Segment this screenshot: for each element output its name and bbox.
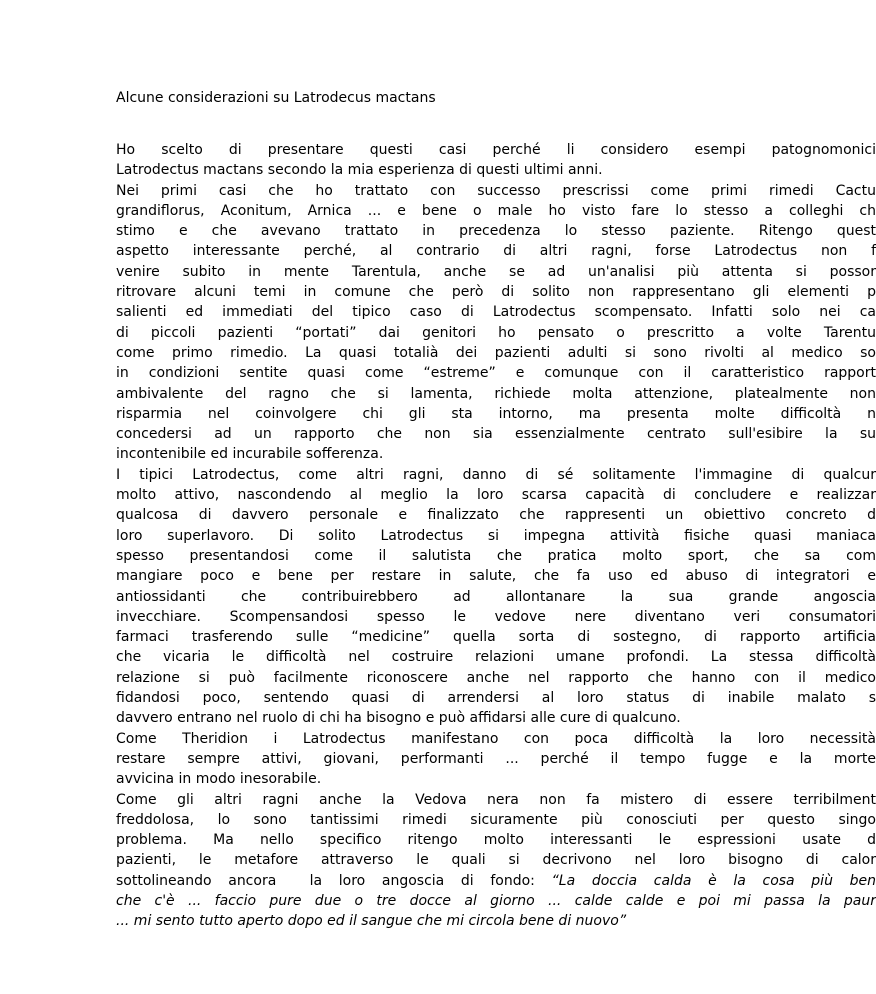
quote-text: “La doccia calda è la cosa più ben [551,872,876,889]
document-title: Alcune considerazioni su Latrodecus mactans [116,90,436,106]
body-line: risparmia nel coinvolgere chi gli sta intorno, ma presenta molte difficoltà n [116,405,876,422]
body-line: come primo rimedio. La quasi totalià dei pazienti adulti si sono rivolti al medico so [116,344,876,361]
body-line: Ho scelto di presentare questi casi perché li considero esempi patognomonici [116,142,876,158]
body-line-normal-part: sottolineando ancora la loro angoscia di fondo: [116,872,552,889]
body-line: concedersi ad un rapporto che non sia essenzialmente centrato sull'esibire la su [116,426,876,443]
body-line: qualcosa di davvero personale e finalizzato che rappresenti un obiettivo concreto d [116,507,876,524]
body-line: molto attivo, nascondendo al meglio la loro scarsa capacità di concludere e realizzar [116,487,876,504]
body-line: fidandosi poco, sentendo quasi di arrendersi al loro status di inabile malato s [116,690,876,707]
body-line: venire subito in mente Tarentula, anche se ad un'analisi più attenta si possor [116,263,876,280]
body-line: avvicina in modo inesorabile. [116,771,322,788]
quote-text: ... mi sento tutto aperto dopo ed il sangue che mi circola bene di nuovo” [116,913,627,930]
quote-text: che c'è ... faccio pure due o tre docce al giorno ... calde calde e poi mi passa la paur [116,892,876,909]
body-line: problema. Ma nello specifico ritengo molto interessanti le espressioni usate d [116,832,876,849]
body-line: Come Theridion i Latrodectus manifestano con poca difficoltà la loro necessità [116,730,876,747]
body-line: davvero entrano nel ruolo di chi ha bisogno e può affidarsi alle cure di qualcuno. [116,710,681,727]
quote-line [116,891,876,911]
body-line: aspetto interessante perché, al contrario di altri ragni, forse Latrodectus non f [116,243,876,260]
body-line: salienti ed immediati del tipico caso di Latrodectus scompensato. Infatti solo nei ca [116,304,876,321]
body-line: Come gli altri ragni anche la Vedova nera non fa mistero di essere terribilment [116,791,876,808]
body-line: Nei primi casi che ho trattato con successo prescrissi come primi rimedi Cactu [116,182,876,199]
document-body [116,140,876,932]
body-line: spesso presentandosi come il salutista che pratica molto sport, che sa com [116,547,876,564]
body-line: ritrovare alcuni temi in comune che però di solito non rappresentano gli elementi p [116,284,876,301]
body-line: loro superlavoro. Di solito Latrodectus si impegna attività fisiche quasi maniaca [116,527,876,544]
body-line: in condizioni sentite quasi come “estreme” e comunque con il caratteristico rapport [116,365,876,382]
body-line: che vicaria le difficoltà nel costruire relazioni umane profondi. La stessa difficoltà [116,649,876,666]
body-line: di piccoli pazienti “portati” dai genitori ho pensato o prescritto a volte Tarentu [116,324,876,341]
body-line: antiossidanti che contribuirebbero ad allontanare la sua grande angoscia [116,588,876,605]
body-line: freddolosa, lo sono tantissimi rimedi sicuramente più conosciuti per questo singo [116,811,876,828]
body-line: Latrodectus mactans secondo la mia esperienza di questi ultimi anni. [116,162,603,179]
body-line: invecchiare. Scompensandosi spesso le vedove nere diventano veri consumatori [116,608,876,625]
quote-line [116,911,876,931]
body-line: grandiflorus, Aconitum, Arnica ... e bene o male ho visto fare lo stesso a colleghi ch [116,202,876,219]
body-line: I tipici Latrodectus, come altri ragni, danno di sé solitamente l'immagine di qualcur [116,466,876,483]
body-line: pazienti, le metafore attraverso le quali si decrivono nel loro bisogno di calor [116,852,876,869]
body-line: ambivalente del ragno che si lamenta, richiede molta attenzione, platealmente non [116,385,876,402]
body-line: restare sempre attivi, giovani, performanti ... perché il tempo fugge e la morte [116,750,876,767]
body-line: incontenibile ed incurabile sofferenza. [116,446,384,463]
body-line: stimo e che avevano trattato in precedenza lo stesso paziente. Ritengo quest [116,223,876,240]
body-line-mixed [116,871,876,891]
body-line: mangiare poco e bene per restare in salute, che fa uso ed abuso di integratori e [116,568,876,585]
body-line: relazione si può facilmente riconoscere anche nel rapporto che hanno con il medico [116,669,876,686]
body-line: farmaci trasferendo sulle “medicine” quella sorta di sostegno, di rapporto artificia [116,629,876,646]
